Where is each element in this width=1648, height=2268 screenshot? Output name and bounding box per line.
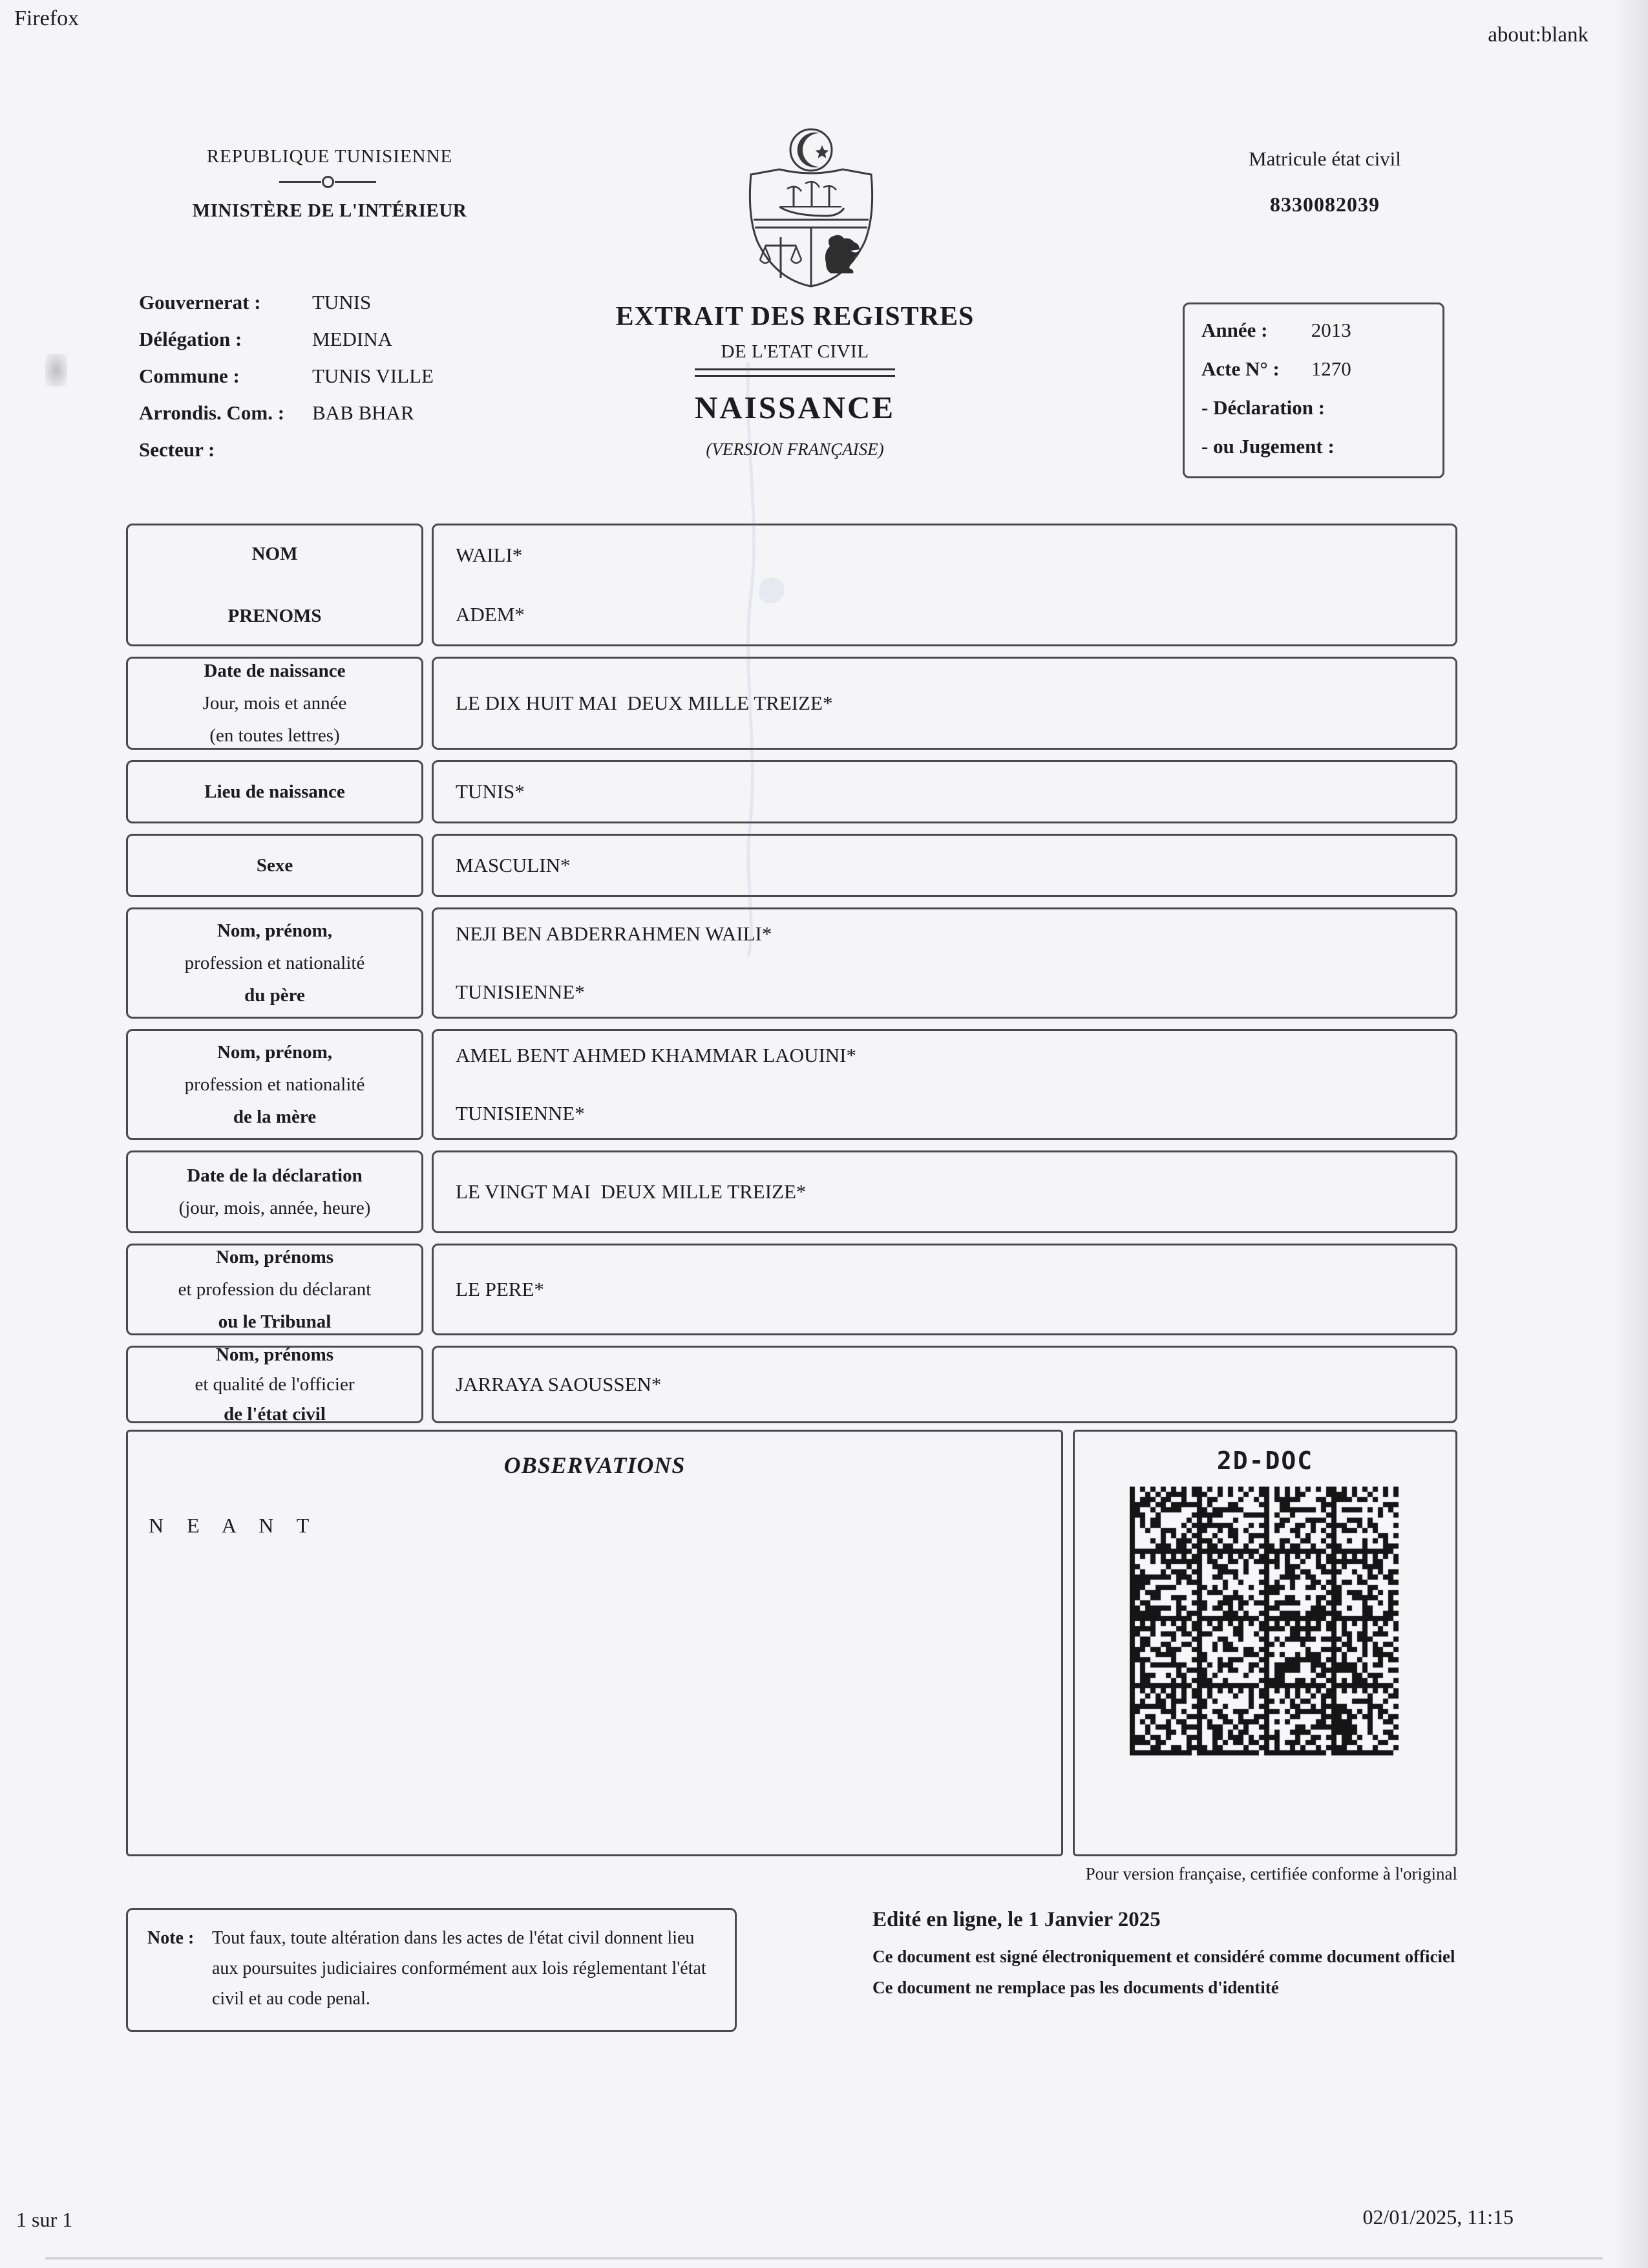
region-label: Arrondis. Com. : — [139, 401, 285, 424]
row-label-line: et qualité de l'officier — [195, 1374, 355, 1395]
divider-ring-icon — [322, 176, 334, 188]
region-row — [139, 438, 540, 475]
table-row — [126, 1346, 1457, 1423]
jugement-label: - ou Jugement : — [1201, 435, 1335, 458]
print-header-url: about:blank — [1488, 23, 1589, 47]
row-label-line: Nom, prénoms — [215, 1344, 334, 1365]
row-value-line: MASCULIN* — [456, 854, 571, 876]
row-label-box — [126, 907, 423, 1019]
republic-title: REPUBLIQUE TUNISIENNE — [206, 146, 453, 167]
row-label-box — [126, 657, 423, 750]
row-value-line: LE VINGT MAI DEUX MILLE TREIZE* — [456, 1180, 807, 1203]
row-label-line: Lieu de naissance — [204, 781, 345, 802]
paper-edge-shadow — [1613, 0, 1648, 2268]
row-label-line: (jour, mois, année, heure) — [178, 1198, 371, 1218]
annee-row — [1201, 319, 1436, 357]
table-row — [126, 1150, 1457, 1233]
row-label-line: Jour, mois et année — [202, 693, 347, 714]
acte-number-row — [1201, 357, 1436, 396]
matricule-label: Matricule état civil — [1249, 147, 1401, 170]
region-value: BAB BHAR — [312, 401, 414, 424]
tunisia-coat-of-arms-icon — [729, 124, 891, 289]
datamatrix-barcode — [1130, 1487, 1399, 1755]
region-row — [139, 291, 540, 328]
identity-notice-line: Ce document ne remplace pas les documents d'identité — [872, 1978, 1279, 1997]
divider-line — [335, 181, 377, 183]
row-label-box — [126, 524, 423, 646]
matricule-value: 8330082039 — [1270, 193, 1380, 216]
observations-value: N E A N T — [149, 1514, 319, 1537]
row-value-box — [432, 524, 1457, 646]
table-row — [126, 1029, 1457, 1140]
row-label-line: Nom, prénom, — [217, 1042, 332, 1063]
signature-notice-line: Ce document est signé électroniquement et considéré comme document officiel — [872, 1947, 1455, 1966]
row-label-line: de la mère — [233, 1107, 317, 1127]
barcode-title: 2D-DOC — [1216, 1447, 1314, 1475]
row-value-box — [432, 657, 1457, 750]
row-label-line: Date de naissance — [204, 661, 346, 681]
region-value: TUNIS VILLE — [312, 365, 434, 387]
document-subtitle: DE L'ETAT CIVIL — [721, 341, 869, 362]
row-label-box — [126, 760, 423, 823]
row-label-line: PRENOMS — [227, 606, 322, 626]
row-label-line: et profession du déclarant — [178, 1279, 372, 1300]
row-label-line: (en toutes lettres) — [209, 725, 340, 746]
region-label: Secteur : — [139, 438, 215, 461]
row-value-line: JARRAYA SAOUSSEN* — [456, 1373, 662, 1395]
divider-line — [279, 181, 321, 183]
row-value-line: NEJI BEN ABDERRAHMEN WAILI* — [456, 922, 772, 945]
row-label-box — [126, 1029, 423, 1140]
declaration-label: - Déclaration : — [1201, 396, 1326, 419]
paper-bottom-edge — [45, 2257, 1603, 2260]
acte-number-label: Acte N° : — [1201, 357, 1280, 380]
row-label-line: profession et nationalité — [184, 1074, 365, 1095]
observations-title: OBSERVATIONS — [503, 1452, 686, 1478]
region-label: Gouvernerat : — [139, 291, 261, 313]
print-footer-timestamp: 02/01/2025, 11:15 — [1362, 2205, 1514, 2229]
acte-number-value: 1270 — [1311, 357, 1351, 380]
row-value-box — [432, 907, 1457, 1019]
row-label-box — [126, 1346, 423, 1423]
row-value-box — [432, 1346, 1457, 1423]
row-value-box — [432, 760, 1457, 823]
row-label-box — [126, 834, 423, 897]
row-value-line: TUNISIENNE* — [456, 980, 585, 1003]
print-header-app-name: Firefox — [14, 6, 79, 30]
row-value-line: ADEM* — [456, 603, 525, 626]
region-row — [139, 365, 540, 401]
lion-icon — [825, 235, 860, 273]
row-value-box — [432, 834, 1457, 897]
row-value-box — [432, 1244, 1457, 1335]
table-row — [126, 1244, 1457, 1335]
row-value-line: LE DIX HUIT MAI DEUX MILLE TREIZE* — [456, 692, 833, 714]
row-label-line: Date de la déclaration — [187, 1165, 363, 1186]
certification-line: Pour version française, certifiée conforme à l'original — [1085, 1864, 1457, 1883]
row-value-line: TUNIS* — [456, 780, 525, 803]
region-value: TUNIS — [312, 291, 372, 313]
declaration-row — [1201, 396, 1436, 435]
row-label-line: ou le Tribunal — [218, 1311, 332, 1332]
row-value-line: WAILI* — [456, 544, 523, 566]
row-label-line: Sexe — [256, 855, 293, 876]
row-label-line: du père — [244, 985, 305, 1006]
ink-smudge — [723, 349, 813, 970]
print-footer-page-count: 1 sur 1 — [16, 2208, 73, 2231]
row-value-line: LE PERE* — [456, 1278, 544, 1300]
row-value-line: TUNISIENNE* — [456, 1102, 585, 1125]
ornament-divider — [279, 176, 376, 188]
version-subtitle: (VERSION FRANÇAISE) — [706, 440, 884, 459]
acte-info-box — [1183, 302, 1444, 478]
row-label-box — [126, 1150, 423, 1233]
region-label: Commune : — [139, 365, 240, 387]
region-value: MEDINA — [312, 328, 392, 350]
row-label-line: Nom, prénoms — [215, 1247, 334, 1267]
ministry-title: MINISTÈRE DE L'INTÉRIEUR — [192, 200, 467, 221]
row-label-line: de l'état civil — [224, 1404, 326, 1425]
region-label: Délégation : — [139, 328, 242, 350]
annee-value: 2013 — [1311, 319, 1351, 341]
note-label: Note : — [147, 1928, 195, 1948]
issue-date-line: Edité en ligne, le 1 Janvier 2025 — [872, 1908, 1161, 1931]
row-value-box — [432, 1029, 1457, 1140]
note-box — [126, 1908, 737, 2032]
annee-label: Année : — [1201, 319, 1268, 341]
row-value-box — [432, 1150, 1457, 1233]
document-title: EXTRAIT DES REGISTRES — [615, 302, 975, 332]
row-value-line: AMEL BENT AHMED KHAMMAR LAOUINI* — [456, 1044, 856, 1066]
row-label-line: Nom, prénom, — [217, 920, 332, 941]
observations-box — [126, 1430, 1063, 1856]
region-row — [139, 328, 540, 365]
note-text: Tout faux, toute altération dans les actes de l'état civil donnent lieu aux poursuites judiciaires conformément aux lois réglementant l'état civil et au code penal. — [212, 1928, 706, 2009]
row-label-line: profession et nationalité — [184, 953, 365, 973]
jugement-row — [1201, 435, 1436, 474]
region-row — [139, 401, 540, 438]
row-label-line: NOM — [251, 544, 298, 564]
region-info-block — [139, 291, 540, 475]
pencil-smudge — [45, 354, 67, 387]
act-type-title: NAISSANCE — [694, 390, 896, 425]
row-label-box — [126, 1244, 423, 1335]
